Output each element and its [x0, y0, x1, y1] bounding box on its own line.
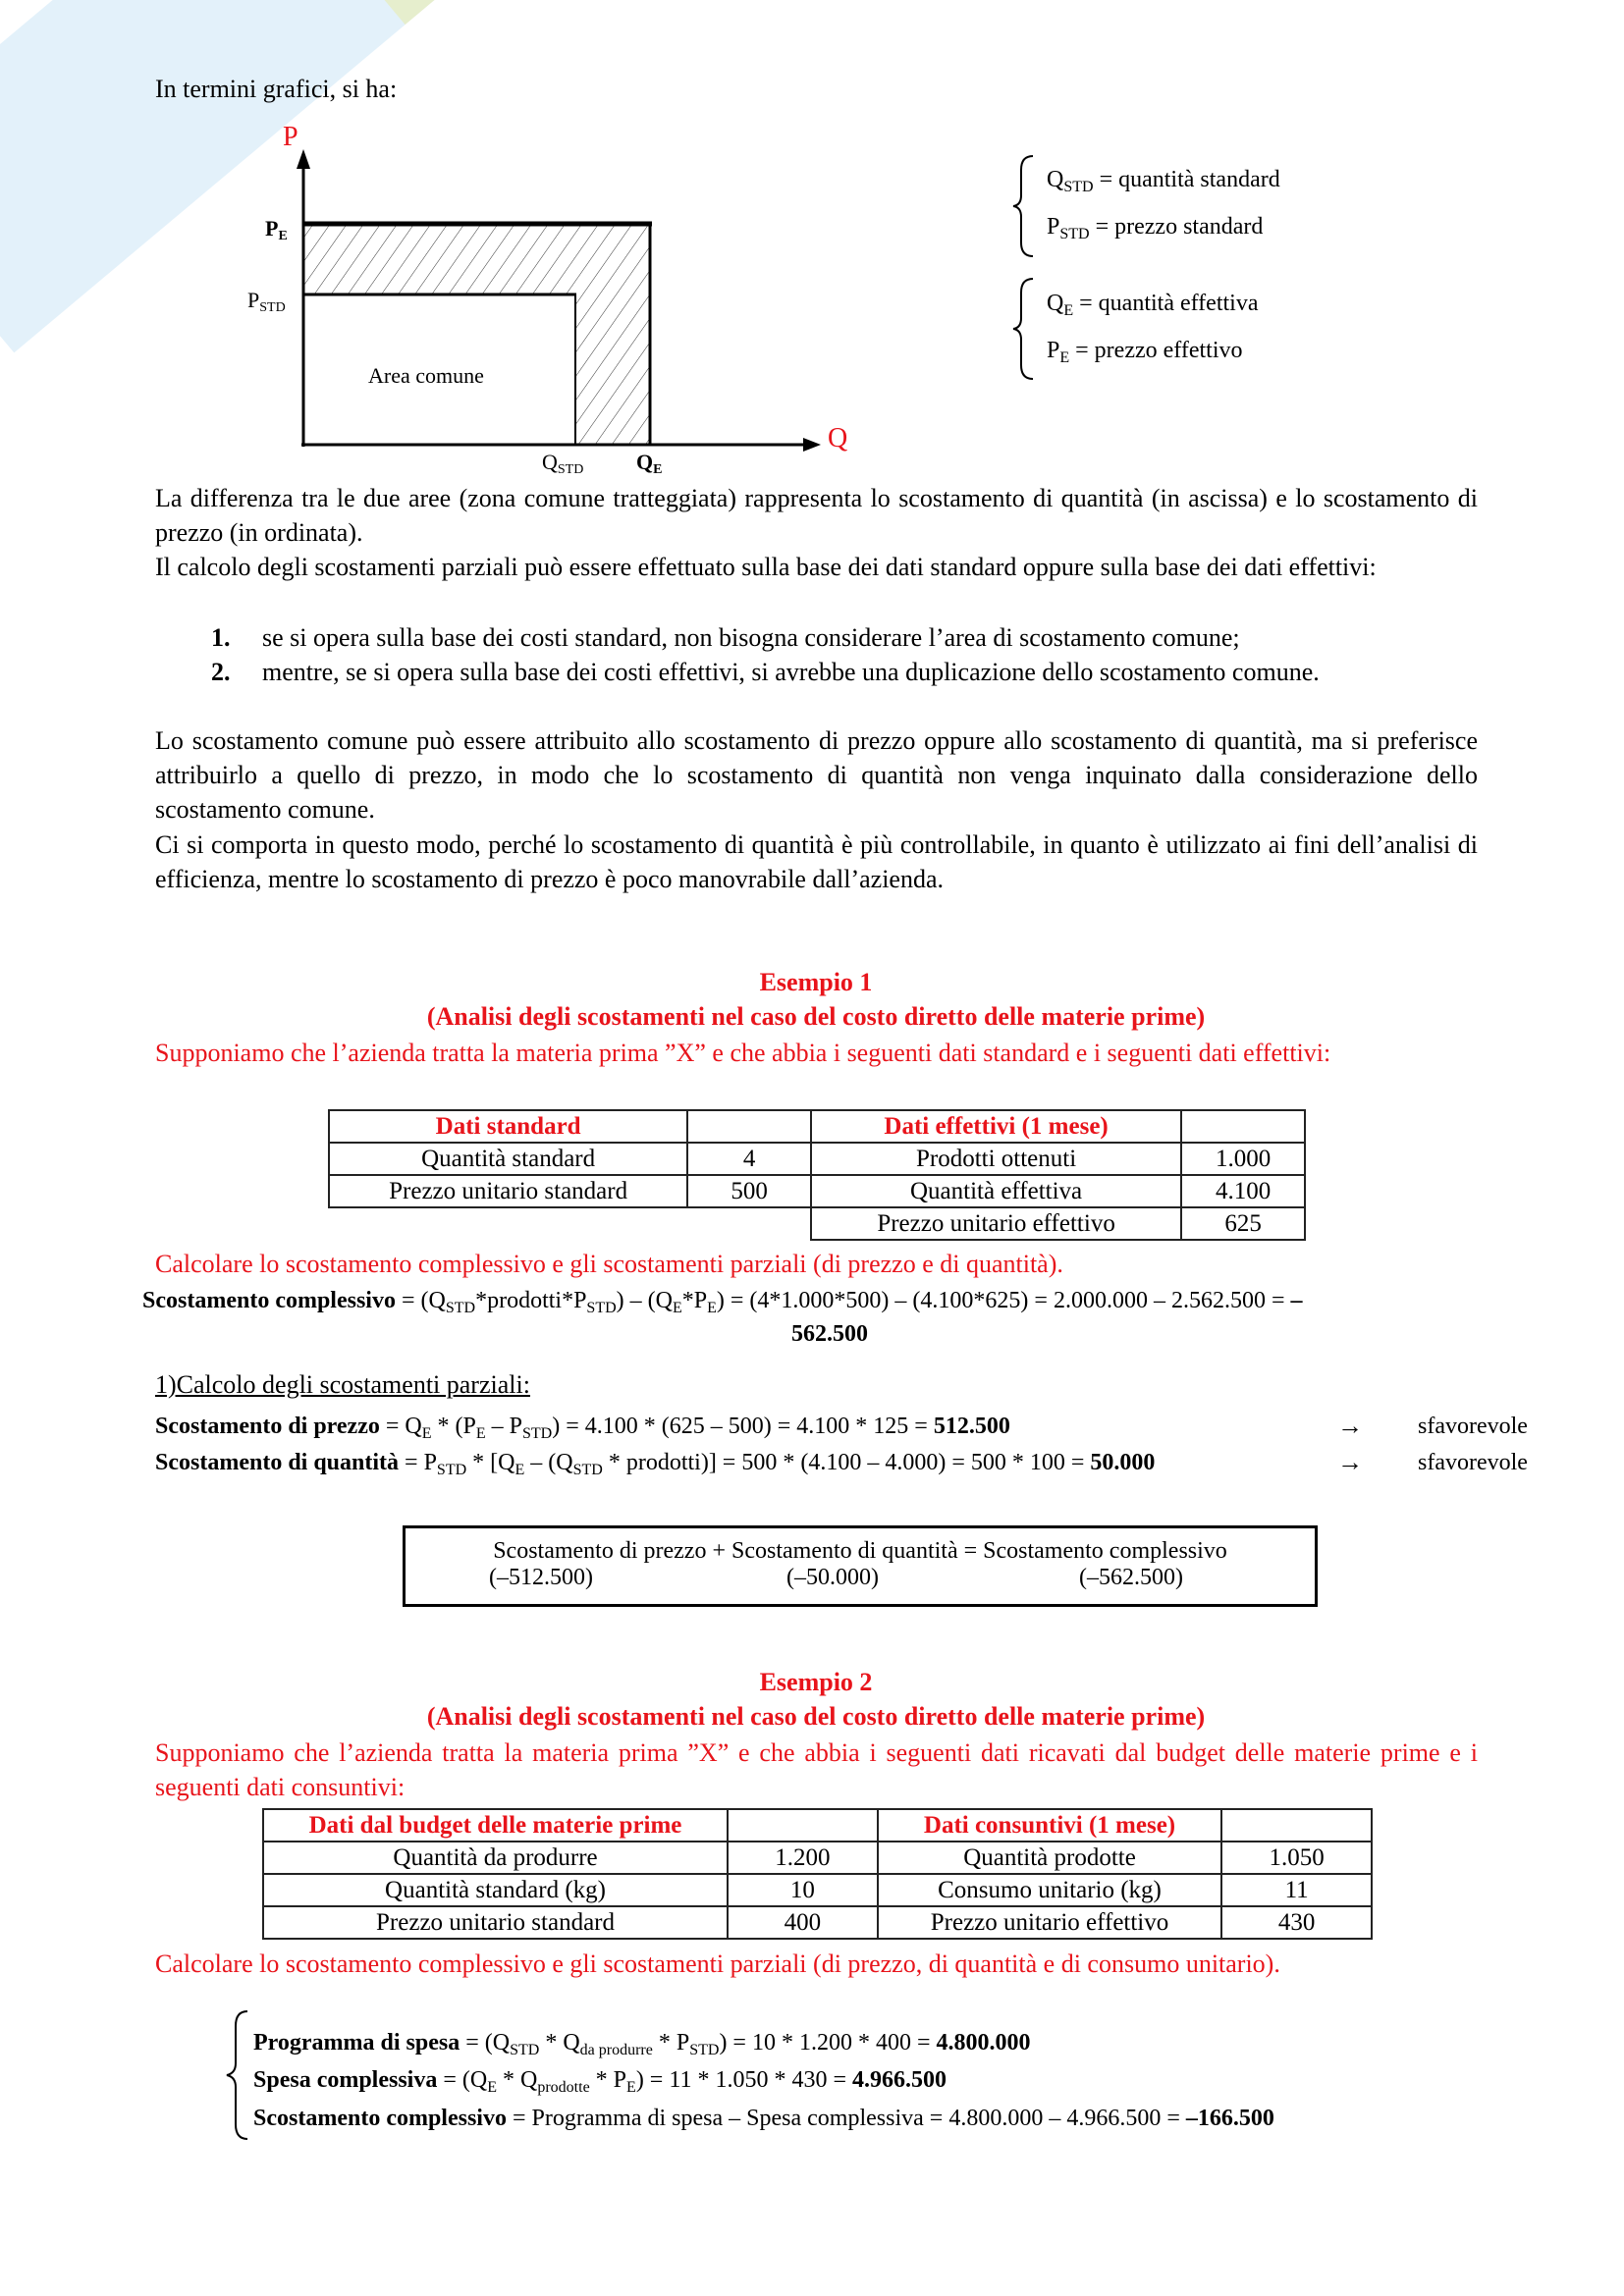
- formula-text: * (P: [431, 1414, 476, 1439]
- formula-text: = (Q: [437, 2067, 488, 2093]
- text: 625: [1181, 1207, 1305, 1240]
- text: Prezzo unitario standard: [263, 1906, 728, 1939]
- spending-program-formula: [253, 2030, 1031, 2056]
- formula-text: = Q: [379, 1414, 422, 1439]
- text: Quantità prodotte: [878, 1842, 1221, 1874]
- qstd-label: [542, 450, 583, 477]
- list-item: [211, 620, 1478, 655]
- subscript: STD: [510, 2042, 540, 2058]
- text: Q: [1047, 291, 1064, 316]
- text: E: [1063, 302, 1074, 319]
- paragraph: La differenza tra le due aree (zona comune tratteggiata) rappresenta lo scostamento di quantità (in ascissa) e lo scostamento di prezzo (in ordinata).: [155, 484, 1478, 547]
- formula-text: 4.966.500: [851, 2067, 947, 2093]
- text: = quantità standard: [1093, 167, 1280, 192]
- text: E: [278, 229, 288, 243]
- subscript: E: [672, 1300, 682, 1316]
- subscript: STD: [445, 1300, 476, 1316]
- text: 4: [687, 1143, 811, 1175]
- legend-item: [1047, 291, 1258, 317]
- subscript: STD: [689, 2042, 720, 2058]
- subscript: E: [707, 1300, 717, 1316]
- subscript: E: [514, 1462, 525, 1478]
- table-header-row: [329, 1110, 1305, 1143]
- formula-text: * Q: [497, 2067, 538, 2093]
- example1-intro: Supponiamo che l’azienda tratta la materia prima ”X” e che abbia i seguenti dati standard e i seguenti dati effettivi:: [155, 1039, 1331, 1067]
- verdict-price: sfavorevole: [1418, 1414, 1528, 1439]
- text: = prezzo effettivo: [1069, 338, 1243, 363]
- text: [687, 1110, 811, 1143]
- text: STD: [1059, 226, 1090, 242]
- formula-text: Scostamento complessivo: [142, 1288, 396, 1313]
- legend-item: [1047, 338, 1242, 364]
- formula-text: ) = 11 * 1.050 * 430 =: [635, 2067, 852, 2093]
- arrow-right-icon: →: [1337, 1412, 1363, 1440]
- text: [1221, 1809, 1372, 1842]
- pe-label: [265, 216, 288, 243]
- subscript: STD: [586, 1300, 617, 1316]
- text: [687, 1207, 811, 1240]
- table-row: [329, 1175, 1305, 1207]
- formula-text: –166.500: [1185, 2106, 1274, 2131]
- summary-value: (–512.500): [489, 1565, 593, 1590]
- example2-subtitle: (Analisi degli scostamenti nel caso del costo diretto delle materie prime): [426, 1702, 1206, 1731]
- text: E: [653, 462, 663, 477]
- text: se si opera sulla base dei costi standard, non bisogna considerare l’area di scostamento comune;: [262, 623, 1240, 652]
- price-variance-formula: [155, 1414, 1010, 1440]
- text: Q: [542, 450, 558, 474]
- legend-item: [1047, 167, 1280, 193]
- text: 1.000: [1181, 1143, 1305, 1175]
- text: 1.050: [1221, 1842, 1372, 1874]
- text: Quantità da produrre: [263, 1842, 728, 1874]
- formula-text: – (Q: [524, 1450, 573, 1475]
- formula-text: ) = 10 * 1.200 * 400 =: [719, 2030, 937, 2056]
- formula-text: * prodotti)] = 500 * (4.100 – 4.000) = 500 * 100 =: [602, 1450, 1091, 1475]
- text: Prezzo unitario standard: [329, 1175, 687, 1207]
- text: E: [1059, 349, 1070, 366]
- hatched-area: [303, 224, 650, 445]
- paragraph: Lo scostamento comune può essere attribuito allo scostamento di prezzo oppure allo scostamento di quantità, ma si preferisce attribuirlo a quello di prezzo, in modo che lo scostamento di quantità non venga inquinato dalla considerazione dello scostamento comune.: [155, 726, 1478, 824]
- table-row: [263, 1842, 1372, 1874]
- formula-text: – P: [485, 1414, 522, 1439]
- text: Quantità standard (kg): [263, 1874, 728, 1906]
- formula-text: * Q: [539, 2030, 580, 2056]
- total-variance-formula-2: [253, 2106, 1274, 2132]
- text: 430: [1221, 1906, 1372, 1939]
- example2-table: [262, 1808, 1373, 1940]
- subscript: da produrre: [579, 2042, 653, 2058]
- example2-intro: Supponiamo che l’azienda tratta la materia prima ”X” e che abbia i seguenti dati ricavati dal budget delle materie prime e i seguenti dati consuntivi:: [155, 1738, 1478, 1801]
- subscript: STD: [436, 1462, 467, 1478]
- subscript: E: [487, 2079, 497, 2096]
- table-row: [329, 1143, 1305, 1175]
- formula-text: *P: [681, 1288, 708, 1313]
- formula-text: Scostamento complessivo: [253, 2106, 507, 2131]
- example2-task: Calcolare lo scostamento complessivo e gli scostamenti parziali (di prezzo, di quantità e di consumo unitario).: [155, 1949, 1280, 1978]
- text: = quantità effettiva: [1073, 291, 1259, 316]
- text: Q: [636, 450, 654, 474]
- text: Prezzo unitario effettivo: [811, 1207, 1181, 1240]
- y-axis-label: P: [283, 122, 298, 152]
- subscript: E: [475, 1425, 486, 1442]
- paragraph: Ci si comporta in questo modo, perché lo scostamento di quantità è più controllabile, in quanto è utilizzato ai fini dell’analisi di efficienza, mentre lo scostamento di prezzo è poco manovrabile dall’azienda.: [155, 830, 1478, 893]
- qe-label: [636, 450, 662, 477]
- formula-text: *prodotti*P: [475, 1288, 587, 1313]
- summary-equation: Scostamento di prezzo + Scostamento di quantità = Scostamento complessivo: [493, 1538, 1227, 1564]
- verdict-quantity: sfavorevole: [1418, 1450, 1528, 1475]
- formula-text: = Programma di spesa – Spesa complessiva = 4.800.000 – 4.966.500 =: [506, 2106, 1186, 2131]
- formula-text: 4.800.000: [936, 2030, 1031, 2056]
- x-axis-label: Q: [828, 423, 848, 454]
- text: Dati effettivi (1 mese): [811, 1110, 1181, 1143]
- subscript: STD: [572, 1462, 603, 1478]
- formula-text: * [Q: [466, 1450, 515, 1475]
- text: Prodotti ottenuti: [811, 1143, 1181, 1175]
- formula-text: ) = (4*1.000*500) – (4.100*625) = 2.000.000 – 2.562.500 =: [716, 1288, 1291, 1313]
- formula-text: 50.000: [1090, 1450, 1156, 1475]
- text: 4.100: [1181, 1175, 1305, 1207]
- total-variance-result: 562.500: [791, 1321, 868, 1347]
- text: 1.200: [728, 1842, 878, 1874]
- text: Quantità effettiva: [811, 1175, 1181, 1207]
- brace-icon: [1011, 275, 1041, 383]
- example1-table: [328, 1109, 1306, 1241]
- example1-title: Esempio 1: [759, 968, 873, 996]
- text: Prezzo unitario effettivo: [878, 1906, 1221, 1939]
- y-axis-arrow: [297, 149, 310, 169]
- formula-text: Scostamento di quantità: [155, 1450, 400, 1475]
- table-row: [263, 1874, 1372, 1906]
- brace-icon: [1011, 152, 1041, 260]
- formula-text: Spesa complessiva: [253, 2067, 438, 2093]
- intro-text: In termini grafici, si ha:: [155, 75, 398, 103]
- text: mentre, se si opera sulla base dei costi effettivi, si avrebbe una duplicazione dello scostamento comune.: [262, 658, 1320, 686]
- text: [728, 1809, 878, 1842]
- formula-text: = (Q: [395, 1288, 446, 1313]
- formula-text: = P: [399, 1450, 437, 1475]
- subscript: prodotte: [537, 2079, 590, 2096]
- summary-value: (–50.000): [786, 1565, 879, 1590]
- formula-text: Scostamento di prezzo: [155, 1414, 380, 1439]
- formula-text: = (Q: [460, 2030, 511, 2056]
- area-common-label: Area comune: [368, 363, 484, 388]
- text: Consumo unitario (kg): [878, 1874, 1221, 1906]
- text: Q: [1047, 167, 1064, 192]
- text: 2.: [211, 658, 231, 686]
- brace-icon: [224, 2008, 253, 2142]
- formula-text: ) – (Q: [616, 1288, 673, 1313]
- text: 10: [728, 1874, 878, 1906]
- table-row: [329, 1207, 1305, 1240]
- text: P: [1047, 214, 1060, 240]
- section-heading: 1)Calcolo degli scostamenti parziali:: [155, 1370, 530, 1399]
- paragraph: Il calcolo degli scostamenti parziali può essere effettuato sulla base dei dati standard oppure sulla base dei dati effettivi:: [155, 553, 1377, 581]
- formula-text: * P: [652, 2030, 690, 2056]
- subscript: E: [626, 2079, 636, 2096]
- text: = prezzo standard: [1089, 214, 1264, 240]
- x-axis-arrow: [803, 438, 821, 452]
- formula-text: Programma di spesa: [253, 2030, 460, 2056]
- text: P: [265, 216, 279, 240]
- text: 400: [728, 1906, 878, 1939]
- summary-box: [403, 1525, 1318, 1607]
- text: 1.: [211, 623, 231, 652]
- subscript: STD: [522, 1425, 553, 1442]
- example1-subtitle: (Analisi degli scostamenti nel caso del costo diretto delle materie prime): [426, 1002, 1206, 1031]
- formula-text: 512.500: [933, 1414, 1010, 1439]
- text: 11: [1221, 1874, 1372, 1906]
- text: Dati dal budget delle materie prime: [263, 1809, 728, 1842]
- text: Quantità standard: [329, 1143, 687, 1175]
- formula-text: * P: [589, 2067, 627, 2093]
- text: Dati standard: [329, 1110, 687, 1143]
- legend-item: [1047, 214, 1263, 240]
- text: STD: [557, 462, 584, 477]
- summary-value: (–562.500): [1079, 1565, 1183, 1590]
- text: STD: [1063, 179, 1094, 195]
- table-row: [263, 1906, 1372, 1939]
- quantity-variance-formula: [155, 1450, 1155, 1476]
- total-spending-formula: [253, 2067, 947, 2094]
- total-variance-formula: [142, 1288, 1302, 1314]
- formula-text: –: [1290, 1288, 1303, 1313]
- text: P: [1047, 338, 1060, 363]
- text: STD: [259, 300, 286, 315]
- list-item: [211, 655, 1478, 689]
- example2-title: Esempio 2: [759, 1668, 873, 1696]
- table-header-row: [263, 1809, 1372, 1842]
- text: P: [247, 288, 260, 312]
- text: [1181, 1110, 1305, 1143]
- example1-task: Calcolare lo scostamento complessivo e gli scostamenti parziali (di prezzo e di quantità).: [155, 1250, 1063, 1278]
- text: [329, 1207, 687, 1240]
- subscript: E: [421, 1425, 432, 1442]
- pstd-label: [247, 288, 286, 315]
- arrow-right-icon: →: [1337, 1448, 1363, 1476]
- formula-text: ) = 4.100 * (625 – 500) = 4.100 * 125 =: [552, 1414, 934, 1439]
- text: Dati consuntivi (1 mese): [878, 1809, 1221, 1842]
- text: 500: [687, 1175, 811, 1207]
- price-quantity-graph: [0, 0, 982, 481]
